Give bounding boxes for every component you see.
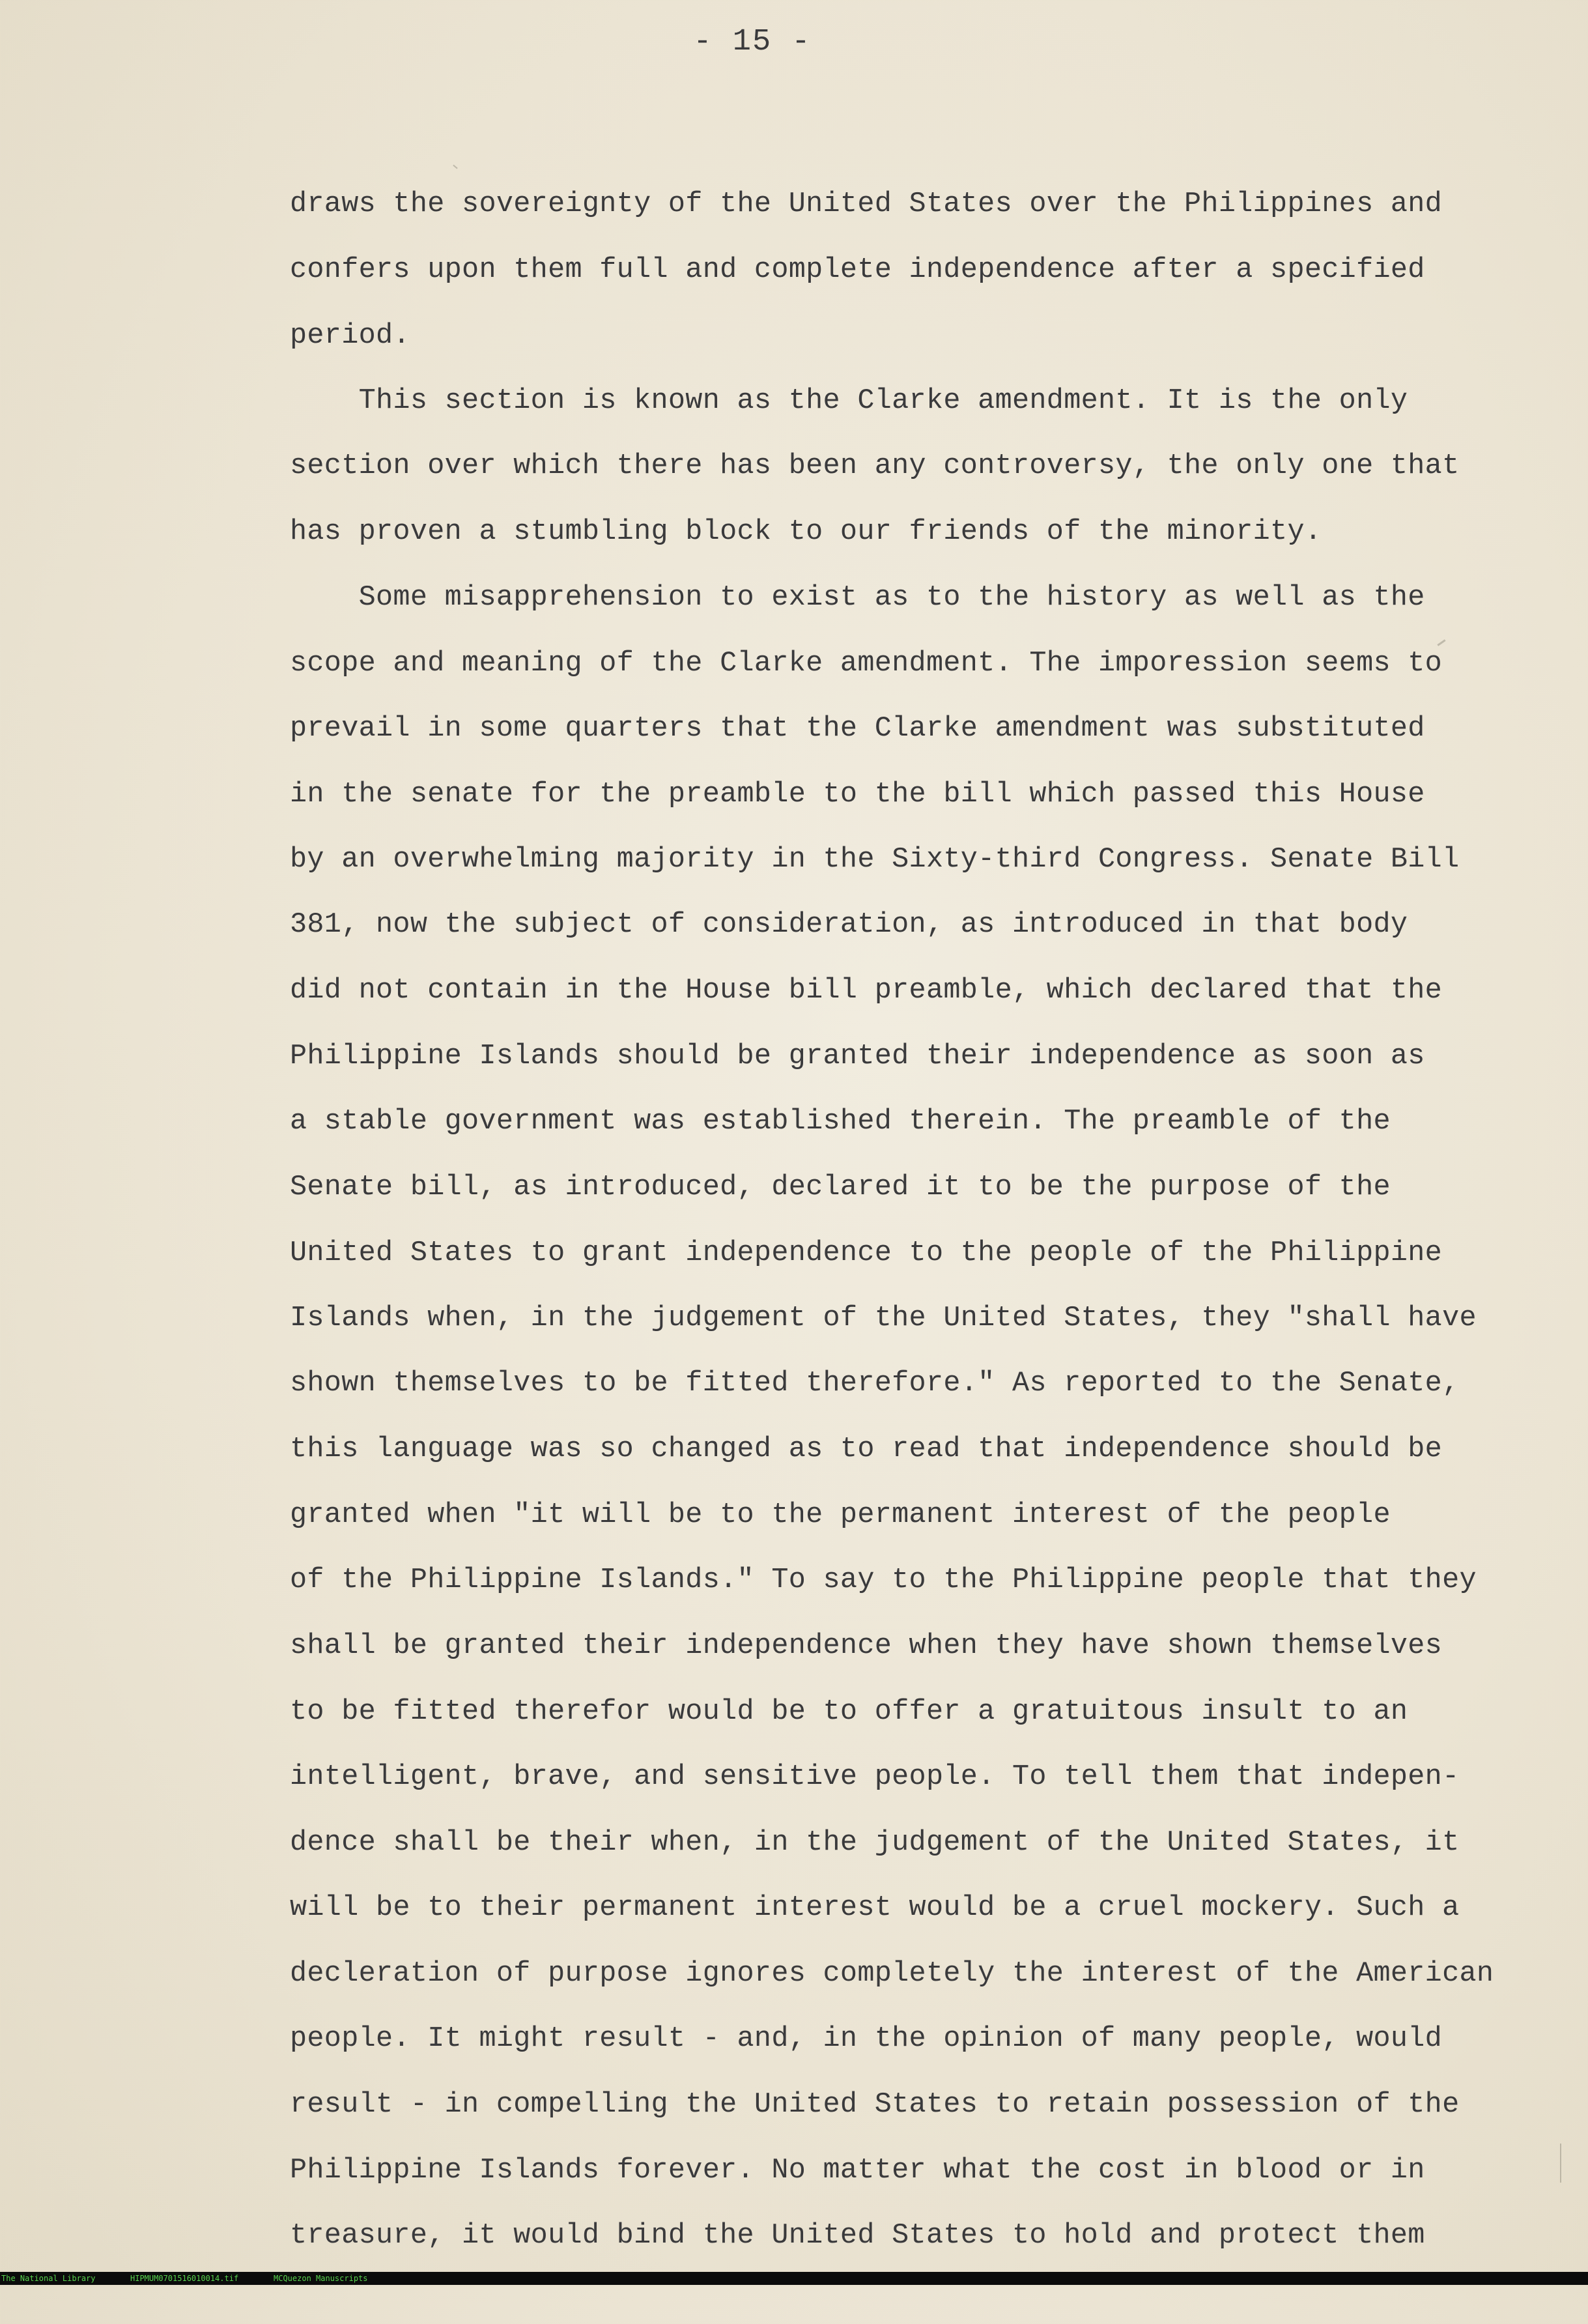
text-line: has proven a stumbling block to our friends of the minority. bbox=[290, 516, 1322, 548]
text-line: section over which there has been any controversy, the only one that bbox=[290, 450, 1460, 482]
text-line: did not contain in the House bill preamble, which declared that the bbox=[290, 975, 1443, 1007]
text-line: confers upon them full and complete independence after a specified bbox=[290, 254, 1425, 286]
text-line: treasure, it would bind the United States to hold and protect them bbox=[290, 2220, 1425, 2252]
footer-library: The National Library bbox=[1, 2274, 96, 2283]
text-line: Philippine Islands should be granted their independence as soon as bbox=[290, 1040, 1425, 1072]
text-line: dence shall be their when, in the judgement of the United States, it bbox=[290, 1827, 1460, 1859]
archive-footer bbox=[0, 2272, 1588, 2285]
text-line: Islands when, in the judgement of the United States, they "shall have bbox=[290, 1302, 1477, 1334]
page-number: - 15 - bbox=[693, 25, 812, 59]
text-line: 381, now the subject of consideration, as introduced in that body bbox=[290, 909, 1408, 941]
text-line: result - in compelling the United States to retain possession of the bbox=[290, 2089, 1460, 2121]
text-line: shown themselves to be fitted therefore." As reported to the Senate, bbox=[290, 1368, 1460, 1399]
footer-collection: MCQuezon Manuscripts bbox=[274, 2274, 368, 2283]
text-line: to be fitted therefor would be to offer a gratuitous insult to an bbox=[290, 1696, 1408, 1728]
text-line: Philippine Islands forever. No matter what the cost in blood or in bbox=[290, 2155, 1425, 2187]
text-line: will be to their permanent interest would be a cruel mockery. Such a bbox=[290, 1892, 1460, 1924]
text-line: this language was so changed as to read that independence should be bbox=[290, 1433, 1443, 1465]
text-line: granted when "it will be to the permanent interest of the people bbox=[290, 1499, 1391, 1531]
text-line: shall be granted their independence when they have shown themselves bbox=[290, 1630, 1443, 1662]
paper-speck bbox=[1437, 639, 1445, 646]
text-line: period. bbox=[290, 320, 410, 352]
text-line: United States to grant independence to the people of the Philippine bbox=[290, 1237, 1443, 1269]
text-line: of the Philippine Islands." To say to the Philippine people that they bbox=[290, 1564, 1477, 1596]
text-line: people. It might result - and, in the opinion of many people, would bbox=[290, 2023, 1443, 2055]
text-line: by an overwhelming majority in the Sixty-third Congress. Senate Bill bbox=[290, 844, 1460, 876]
text-line: This section is known as the Clarke amendment. It is the only bbox=[290, 385, 1408, 417]
text-line: in the senate for the preamble to the bill which passed this House bbox=[290, 779, 1425, 811]
text-line: scope and meaning of the Clarke amendment. The imporession seems to bbox=[290, 648, 1443, 680]
paper-speck bbox=[453, 165, 457, 169]
text-line: a stable government was established therein. The preamble of the bbox=[290, 1106, 1391, 1138]
text-line: decleration of purpose ignores completely the interest of the American bbox=[290, 1958, 1494, 1990]
text-line: Some misapprehension to exist as to the history as well as the bbox=[290, 582, 1425, 614]
text-line: Senate bill, as introduced, declared it to be the purpose of the bbox=[290, 1171, 1391, 1203]
text-line: intelligent, brave, and sensitive people. To tell them that indepen- bbox=[290, 1761, 1460, 1793]
footer-filename: HIPMUM0701516010014.tif bbox=[130, 2274, 239, 2283]
paper-speck bbox=[1560, 2144, 1561, 2183]
text-line: prevail in some quarters that the Clarke amendment was substituted bbox=[290, 713, 1425, 745]
text-line: draws the sovereignty of the United States over the Philippines and bbox=[290, 188, 1443, 220]
